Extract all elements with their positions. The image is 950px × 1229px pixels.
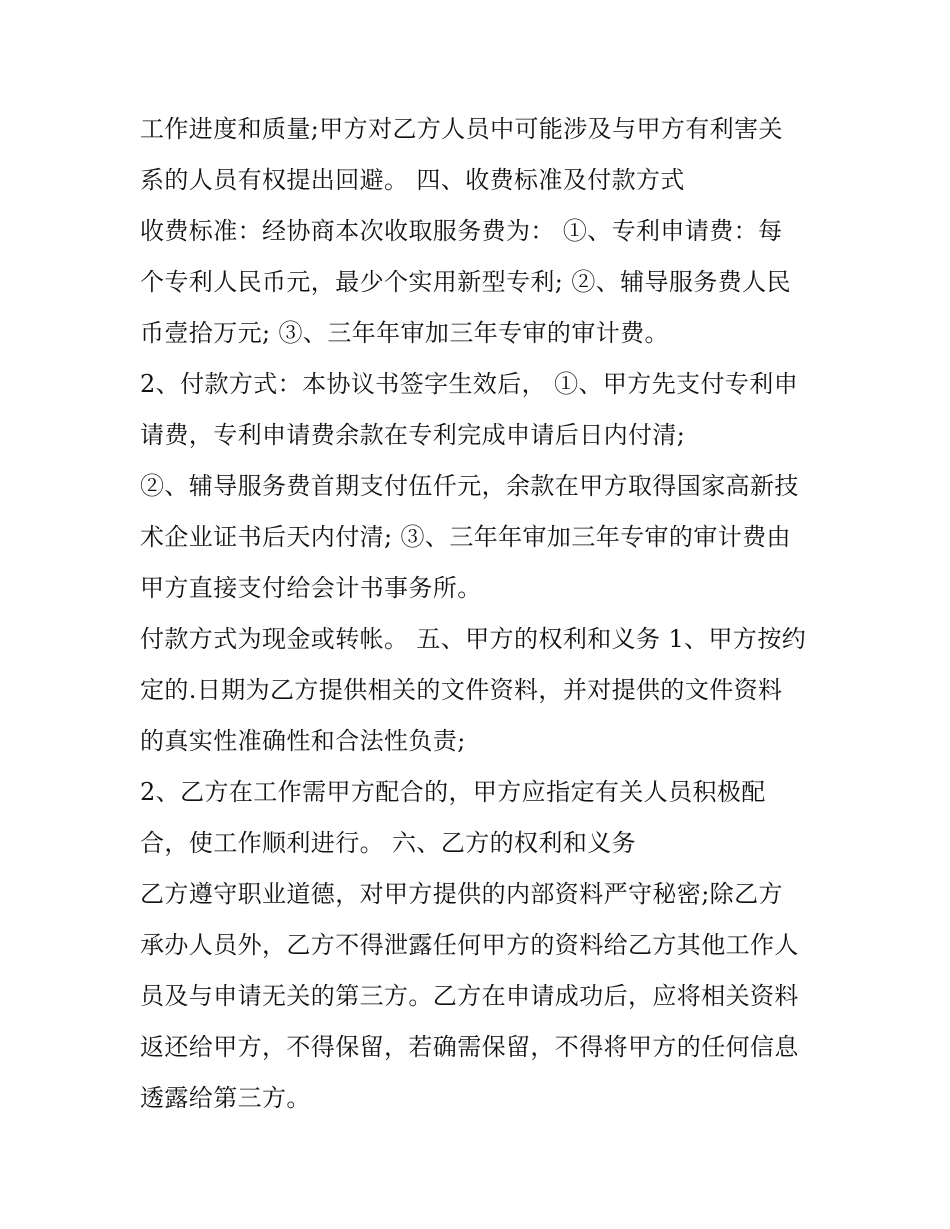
text-line: 定的.日期为乙方提供相关的文件资料，并对提供的文件资料 [140, 676, 783, 704]
text-line: 的真实性准确性和合法性负责; [140, 727, 466, 755]
text-line: 乙方遵守职业道德，对甲方提供的内部资料严守秘密;除乙方 [140, 880, 783, 908]
text-line: 请费，专利申请费余款在专利完成申请后日内付清; [140, 421, 686, 449]
text-line: 甲方直接支付给会计书事务所。 [140, 574, 482, 602]
text-line: 个专利人民币元，最少个实用新型专利; ②、辅导服务费人民 [140, 268, 791, 296]
text-line: 2、付款方式：本协议书签字生效后， ①、甲方先支付专利申 [140, 370, 799, 398]
text-line: 合，使工作顺利进行。 六、乙方的权利和义务 [140, 829, 637, 857]
text-line: 付款方式为现金或转帐。 五、甲方的权利和义务 1、甲方按约 [140, 625, 807, 653]
text-line: 系的人员有权提出回避。 四、收费标准及付款方式 [140, 166, 685, 194]
text-line: 术企业证书后天内付清; ③、三年年审加三年专审的审计费由 [140, 523, 791, 551]
text-line: 透露给第三方。 [140, 1084, 311, 1112]
text-line: 返还给甲方，不得保留，若确需保留，不得将甲方的任何信息 [140, 1033, 799, 1061]
text-line: 收费标准：经协商本次收取服务费为： ①、专利申请费：每 [140, 217, 783, 245]
text-line: 工作进度和质量;甲方对乙方人员中可能涉及与甲方有利害关 [140, 115, 783, 143]
text-line: 承办人员外，乙方不得泄露任何甲方的资料给乙方其他工作人 [140, 931, 799, 959]
text-line: 2、乙方在工作需甲方配合的，甲方应指定有关人员积极配 [140, 778, 766, 806]
text-line: ②、辅导服务费首期支付伍仟元，余款在甲方取得国家高新技 [140, 472, 799, 500]
document-page [140, 104, 830, 1124]
text-line: 员及与申请无关的第三方。乙方在申请成功后，应将相关资料 [140, 982, 799, 1010]
text-line: 币壹拾万元; ③、三年年审加三年专审的审计费。 [140, 319, 669, 347]
